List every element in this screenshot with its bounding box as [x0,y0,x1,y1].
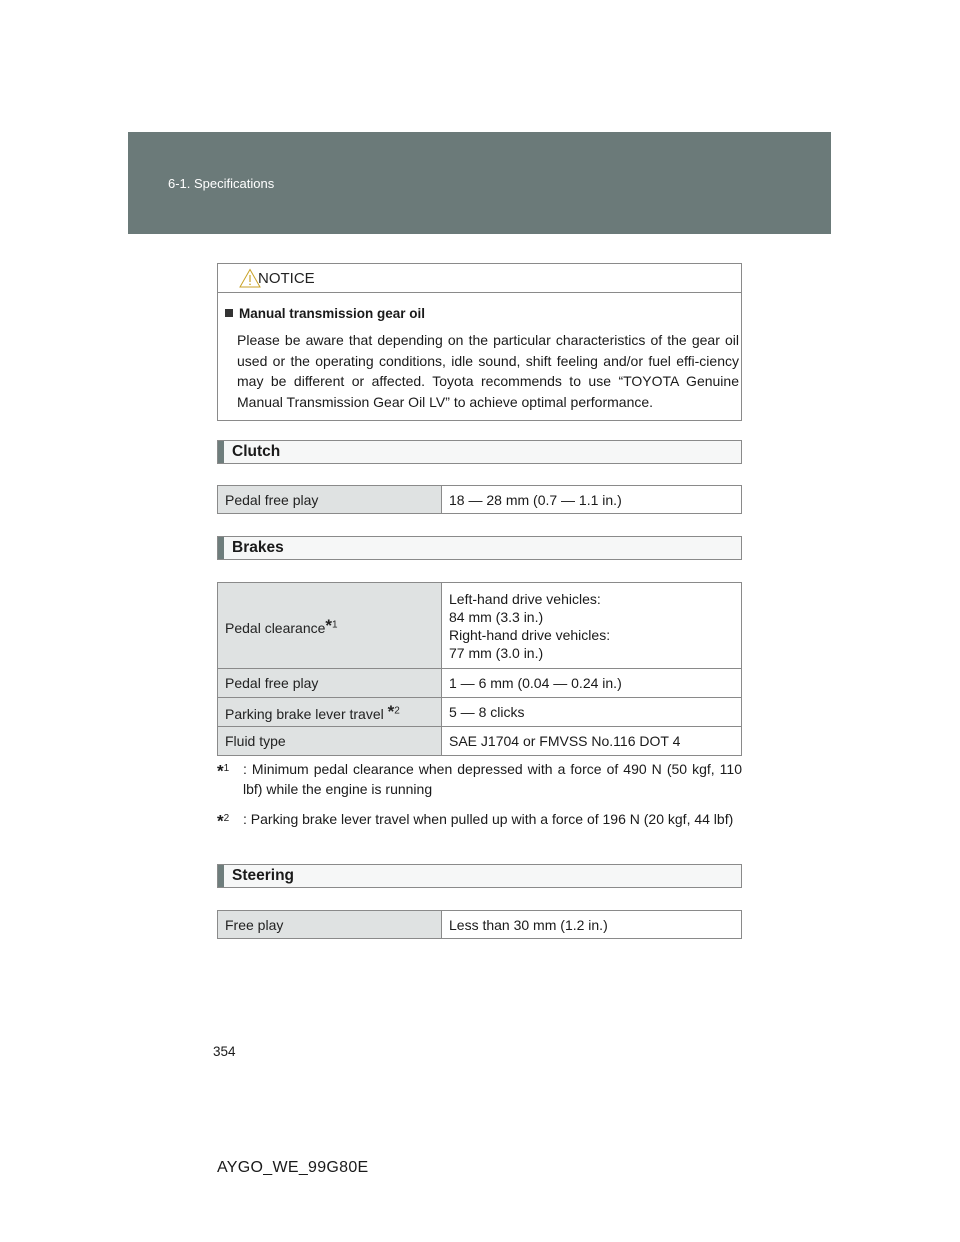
cell-key: Pedal free play [218,669,442,698]
section-title-clutch: Clutch [232,443,281,460]
cell-value: Less than 30 mm (1.2 in.) [442,911,742,939]
footnote-text: : Minimum pedal clearance when depressed with a force of 490 N (50 kgf, 110 lbf) while the engine is running [243,761,742,797]
notice-header [218,264,741,293]
footnote-marker: *$^1$ [217,761,230,781]
notice-box [217,263,742,421]
notice-title: NOTICE [258,270,315,287]
table-row [218,486,742,514]
cell-key: Free play [218,911,442,939]
clutch-table [217,485,742,514]
cell-key: Pedal clearance*$^1$ [218,583,442,669]
table-row [218,911,742,939]
cell-value: SAE J1704 or FMVSS No.116 DOT 4 [442,727,742,756]
section-header-clutch [217,440,742,464]
steering-table [217,910,742,939]
footnote-marker: *$^2$ [217,811,230,831]
section-bar [218,865,224,887]
cell-value: Left-hand drive vehicles: 84 mm (3.3 in.) Right-hand drive vehicles: 77 mm (3.0 in.) [442,583,742,669]
header-band [128,132,831,234]
section-header-steering [217,864,742,888]
section-title-steering: Steering [232,867,295,884]
table-row [218,698,742,727]
cell-key: Pedal free play [218,486,442,514]
cell-value: 1 — 6 mm (0.04 — 0.24 in.) [442,669,742,698]
footnote-2 [217,809,742,829]
document-code: AYGO_WE_99G80E [217,1159,369,1176]
footnote-1 [217,759,742,799]
footnote-text: : Parking brake lever travel when pulled up with a force of 196 N (20 kgf, 44 lbf) [243,811,734,827]
cell-value: 5 — 8 clicks [442,698,742,727]
section-header-brakes [217,536,742,560]
notice-text: Please be aware that depending on the particular characteristics of the gear oil used or the operating conditions, idle sound, shift feeling and/or fuel effi-ciency may be different or affected. Toyota recommends to use “TOYOTA Genuine Manual Transmission Gear Oil LV” to achieve optimal performance. [237,332,739,410]
cell-value: 18 — 28 mm (0.7 — 1.1 in.) [442,486,742,514]
page-number: 354 [213,1044,236,1059]
section-bar [218,441,224,463]
cell-key: Parking brake lever travel *$^2$ [218,698,442,727]
table-row [218,727,742,756]
section-title-brakes: Brakes [232,539,284,556]
section-reference: 6-1. Specifications [168,176,275,191]
square-bullet-icon [225,309,233,317]
table-row [218,583,742,669]
notice-subtitle: Manual transmission gear oil [225,306,425,321]
cell-key: Fluid type [218,727,442,756]
section-bar [218,537,224,559]
table-row [218,669,742,698]
brakes-table [217,582,742,756]
